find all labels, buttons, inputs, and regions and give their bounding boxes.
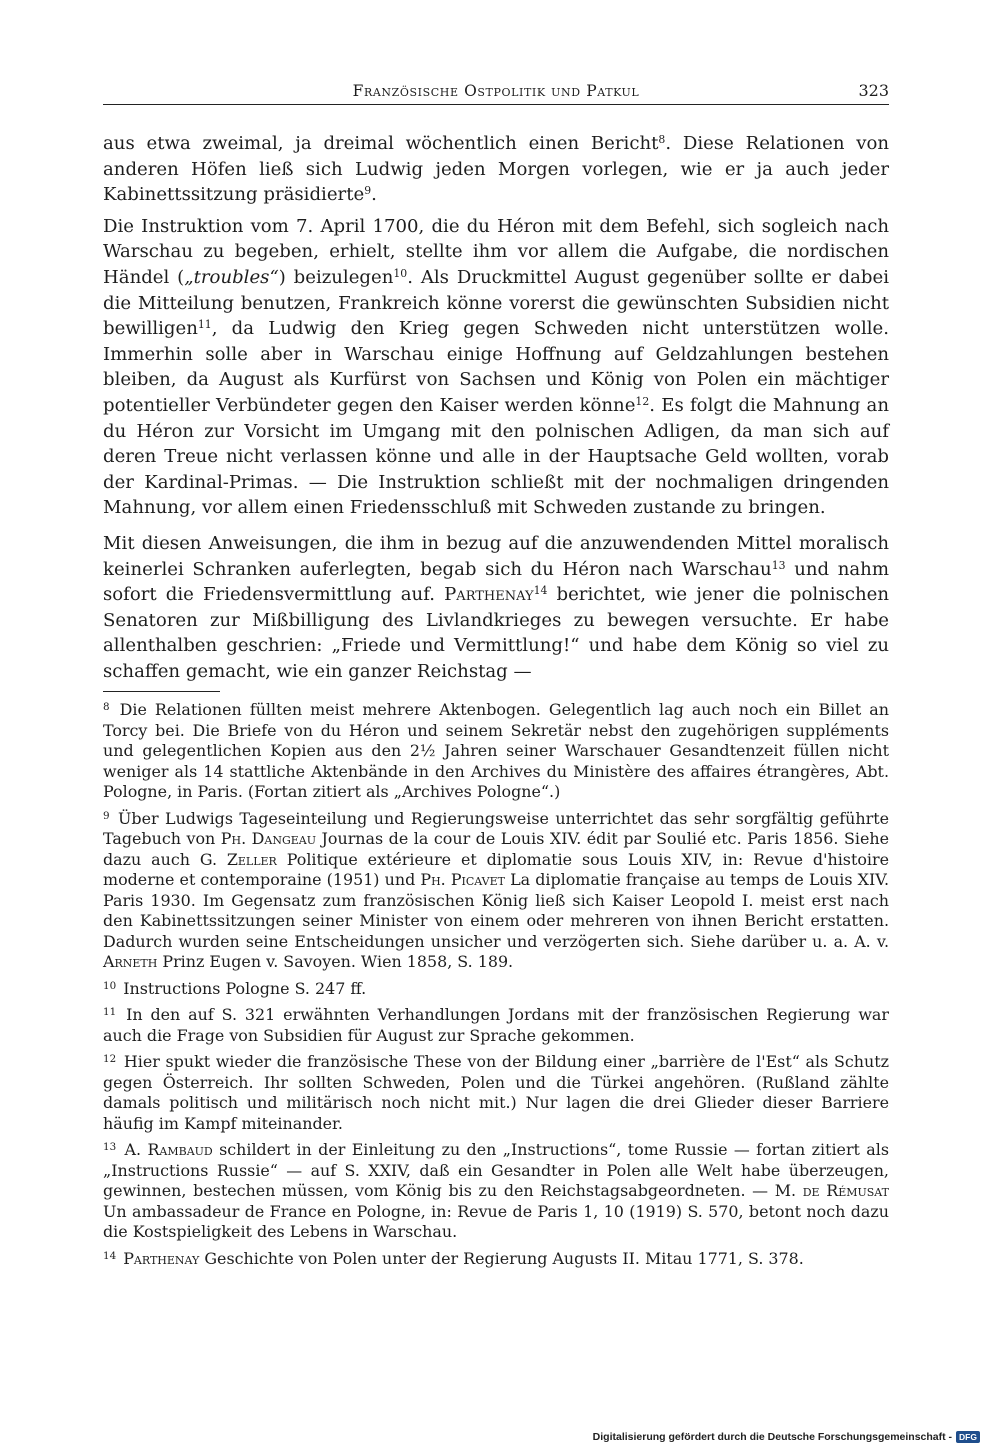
text-run: aus etwa zweimal, ja dreimal wöchentlich einen Bericht xyxy=(103,133,659,154)
author-name: de Rémusat xyxy=(802,1181,889,1200)
footnote-9 xyxy=(103,809,889,973)
text-run: ) beizulegen xyxy=(278,266,394,288)
footnotes xyxy=(103,700,889,1275)
footnote-number: 14 xyxy=(103,1249,117,1262)
footnote-text: Journas de la cour de Louis XIV. édit par Soulié etc. Paris 1856. Siehe dazu auch xyxy=(103,829,889,869)
footnote-number: 13 xyxy=(103,1141,117,1154)
footnote-ref-13[interactable]: 13 xyxy=(771,558,786,572)
author-name: G. Zeller xyxy=(199,849,277,869)
footnote-11 xyxy=(103,1005,889,1046)
footnote-12 xyxy=(103,1052,889,1134)
footnote-13 xyxy=(103,1140,889,1243)
running-header xyxy=(103,80,889,105)
digitization-credit xyxy=(593,1431,980,1443)
footnote-ref-10[interactable]: 10 xyxy=(393,267,408,280)
text-run: . xyxy=(371,184,377,206)
footnote-10 xyxy=(103,979,889,1000)
footnote-number: 9 xyxy=(103,809,110,822)
footnote-text: schildert in der Einleitung zu den „Instructions“, tome Russie — fortan zitiert als „Instructions Russie“ — auf S. XXIV, daß ein Gesandter in Polen alle Welt habe überzeugen, gewinnen, bestechen müssen, vom König bis zu den Reichstagsabgeordneten. — M. xyxy=(103,1140,889,1200)
author-name: Arneth xyxy=(103,952,158,971)
author-name: Rambaud xyxy=(147,1140,213,1159)
footnote-text: Instructions Pologne S. 247 ff. xyxy=(123,978,367,998)
text-run: Mit diesen Anweisungen, die ihm in bezug auf die anzuwendenden Mittel moralisch keinerlei Schranken auferlegten, begab sich du Héron nach Warschau xyxy=(103,532,889,580)
footnote-text: Hier spukt wieder die französische These von der Bildung einer „barrière de l'Est“ als Schutz gegen Österreich. Ihr sollten Schweden, Polen und die Türkei angehören. (Rußland zählte damals politisch und militärisch noch nicht mit.) Nur lagen die drei Glieder dieser Barriere häufig im Kampf miteinander. xyxy=(103,1052,889,1133)
footnote-number: 11 xyxy=(103,1006,117,1019)
footnote-ref-11[interactable]: 11 xyxy=(197,318,212,332)
text-run: . Als Druckmittel August gegenüber sollte er dabei die Mitteilung benutzen, Frankreich könne vorerst die gewünschten Subsidien nicht bewilligen xyxy=(103,266,889,340)
footnote-text: A. xyxy=(124,1140,148,1159)
footnote-text: Über Ludwigs Tageseinteilung und Regierungsweise unterrichtet das sehr sorgfältig geführte Tagebuch von xyxy=(103,808,889,848)
footnote-number: 12 xyxy=(103,1053,117,1066)
author-name: Ph. Picavet xyxy=(420,870,505,889)
footnote-text: Geschichte von Polen unter der Regierung Augusts II. Mitau 1771, S. 378. xyxy=(199,1248,804,1268)
text-run: Die Instruktion vom 7. April 1700, die du Héron mit dem Befehl, sich sogleich nach Warschau zu begeben, erhielt, stellte ihm vor allem die Aufgabe, die nordischen Händel ( xyxy=(103,215,889,288)
main-text xyxy=(103,131,889,690)
credit-text: Digitalisierung gefördert durch die Deutsche Forschungsgemeinschaft - xyxy=(592,1431,953,1443)
footnote-text: Un ambassadeur de France en Pologne, in: Revue de Paris 1, 10 (1919) S. 570, betont noch dazu die Kostspieligkeit des Lebens in Warschau. xyxy=(103,1201,889,1241)
footnote-ref-12[interactable]: 12 xyxy=(635,394,650,408)
footnote-text: Prinz Eugen v. Savoyen. Wien 1858, S. 189. xyxy=(157,952,514,971)
text-run: . Es folgt die Mahnung an du Héron zur Vorsicht im Umgang mit den polnischen Adligen, da man sich auf deren Treue nicht verlassen könne und alle in der Hauptsache Geld wollten, vorab der Kardinal-Primas. — Die Instruktion schließt mit der nochmaligen dringenden Mahnung, vor allem einen Friedensschluß mit Schweden zustande zu bringen. xyxy=(103,394,889,519)
text-run: , da Ludwig den Krieg gegen Schweden nicht unterstützen wolle. Immerhin solle aber in Warschau einige Hoffnung auf Geldzahlungen bestehen bleiben, da August als Kurfürst von Sachsen und König von Polen ein mächtiger potentieller Verbündeter gegen den Kaiser werden könne xyxy=(103,318,889,416)
footnote-ref-8[interactable]: 8 xyxy=(658,133,666,147)
footnote-number: 8 xyxy=(103,701,110,714)
running-title: Französische Ostpolitik und Patkul xyxy=(352,82,640,100)
footnote-text: Die Relationen füllten meist mehrere Aktenbogen. Gelegentlich lag auch noch ein Billet an Torcy bei. Die Briefe von du Héron und seinem Sekretär nebst den zugehörigen suppléments und gelegentlichen Kopien aus den 2½ Jahren seiner Warschauer Gesandtenzeit füllen nicht weniger als 14 stattliche Aktenbände in den Archives du Ministère des affaires étrangères, Abt. Pologne, in Paris. (Fortan zitiert als „Archives Pologne“.) xyxy=(103,700,889,801)
author-name: Parthenay xyxy=(123,1248,200,1268)
page-number: 323 xyxy=(858,81,889,100)
text-run: und nahm sofort die Friedensvermittlung auf. xyxy=(103,558,889,606)
footnote-text: La diplomatie française au temps de Louis XIV. Paris 1930. Im Gegensatz zum französischen König ließ sich Kaiser Leopold I. meist erst nach den Kabinettssitzungen seiner Minister von einem oder mehreren von ihnen Bericht erstatten. Dadurch wurden seine Entscheidungen unsicher und verzögerten sich. Siehe darüber u. a. A. v. xyxy=(103,870,889,951)
footnote-14 xyxy=(103,1249,889,1270)
paragraph-1 xyxy=(103,131,889,208)
paragraph-2 xyxy=(103,214,889,521)
author-name: Parthenay xyxy=(444,584,534,606)
paragraph-3 xyxy=(103,531,889,685)
text-run: berichtet, wie jener die polnischen Senatoren zur Mißbilligung des Livlandkrieges zu bewegen versuchte. Er habe allenthalben geschrien: „Friede und Vermittlung!“ und habe dem König so viel zu schaffen gemacht, wie ein ganzer Reichstag — xyxy=(103,584,889,682)
footnote-ref-14[interactable]: 14 xyxy=(533,584,548,598)
footnote-text: In den auf S. 321 erwähnten Verhandlungen Jordans mit der französischen Regierung war auch die Frage von Subsidien für August zur Sprache gekommen. xyxy=(103,1005,889,1045)
italic-term: „troubles“ xyxy=(184,266,279,288)
footnote-number: 10 xyxy=(103,979,117,992)
footnote-separator xyxy=(103,691,220,692)
author-name: Ph. Dangeau xyxy=(220,829,316,848)
dfg-logo: DFG xyxy=(956,1431,980,1443)
text-run: . Diese Relationen von anderen Höfen ließ sich Ludwig jeden Morgen vorlegen, wie er ja auch jeder Kabinettssitzung präsidierte xyxy=(103,133,890,206)
footnote-ref-9[interactable]: 9 xyxy=(364,184,372,198)
footnote-8 xyxy=(103,700,889,803)
footnote-text: Politique extérieure et diplomatie sous Louis XIV, in: Revue d'histoire moderne et contemporaine (1951) und xyxy=(103,849,889,889)
